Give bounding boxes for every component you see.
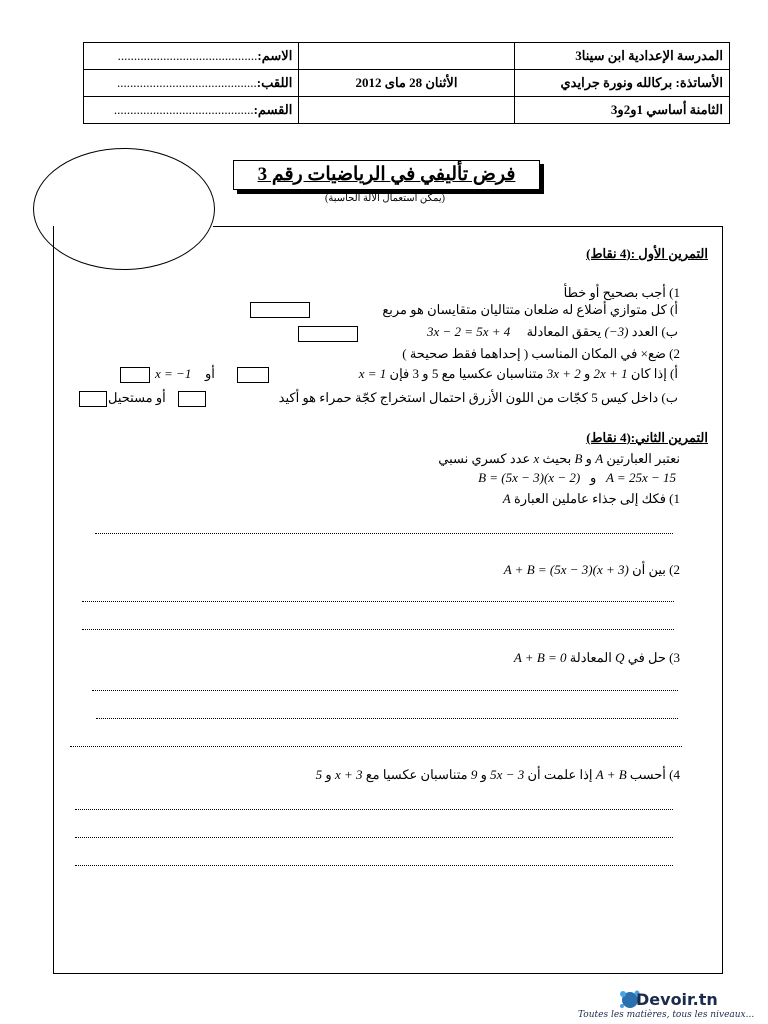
- q2a-expr2: 3x + 2: [546, 366, 581, 381]
- exam-subtitle: (يمكن استعمال الآلة الحاسبة): [325, 193, 445, 204]
- q1-A: A: [502, 491, 511, 506]
- answer-line[interactable]: [75, 865, 673, 866]
- q2a-option1: x = 1: [358, 366, 387, 381]
- q4-five: 5: [315, 767, 323, 782]
- empty-cell-2: [299, 97, 514, 124]
- frame-left: [53, 226, 54, 974]
- q4-text: 4) أحسب: [629, 767, 680, 782]
- q2-equation: A + B = (5x − 3)(x + 3): [503, 562, 629, 577]
- ex2-q1: [503, 491, 680, 507]
- devoir-logo: [578, 988, 758, 1022]
- answer-line[interactable]: [95, 533, 673, 534]
- answer-line[interactable]: [82, 629, 674, 630]
- q1b-number: (−3): [604, 324, 629, 339]
- ex2-heading: التمرين الثاني:(4 نقاط): [586, 430, 708, 445]
- surname-label: اللقب:: [256, 75, 293, 90]
- q4-AB: A + B: [595, 767, 627, 782]
- school-cell: المدرسة الإعدادية ابن سينا3: [514, 43, 729, 70]
- answer-line[interactable]: [82, 601, 674, 602]
- section-cell: [84, 97, 299, 124]
- q3-equation: A + B = 0: [513, 650, 567, 665]
- answer-box-q2a-opt2[interactable]: [120, 367, 150, 383]
- intro-text: نعتبر العبارتين: [606, 451, 680, 466]
- frame-right: [722, 226, 723, 974]
- q2b-or: أو مستحيل: [108, 390, 166, 405]
- intro-and: و: [585, 451, 592, 466]
- ex1-q2: 2) ضع× في المكان المناسب ( إحداهما فقط صحيحة ): [402, 346, 680, 361]
- ex1-heading: التمرين الأول :(4 نقاط): [586, 246, 708, 261]
- section-dots: ...........................................: [113, 102, 254, 117]
- answer-box-q1b[interactable]: [298, 326, 358, 342]
- def-A: A = 25x − 15: [605, 470, 676, 485]
- answer-line[interactable]: [70, 746, 682, 747]
- q4-and1: و: [480, 767, 487, 782]
- answer-box-q2b-certain[interactable]: [178, 391, 206, 407]
- intro-B: B: [574, 451, 583, 466]
- ex1-q1a: أ) كل متوازي أضلاع له ضلعان متتاليان متقايسان هو مربع: [382, 302, 678, 317]
- answer-box-q2b-impossible[interactable]: [79, 391, 107, 407]
- ex2-q4: [316, 767, 680, 783]
- q4-expr1: 5x − 3: [490, 767, 525, 782]
- exam-title: فرض تأليفي في الرياضيات رقم 3: [233, 160, 540, 190]
- q2-text: 2) بين أن: [632, 562, 680, 577]
- header-table: [83, 42, 730, 124]
- q2a-option2-wrap: [155, 366, 191, 382]
- q4-text3: متناسبان عكسيا مع: [365, 767, 468, 782]
- def-and: و: [589, 470, 597, 485]
- surname-dots: ...........................................: [117, 75, 257, 90]
- q1-text: 1) فكك إلى جذاء عاملين العبارة: [513, 491, 680, 506]
- grade-ellipse: [33, 148, 215, 270]
- intro-A: A: [595, 451, 604, 466]
- logo-tagline: Toutes les matières, tous les niveaux...: [578, 1010, 755, 1020]
- intro-text2: بحيث: [542, 451, 572, 466]
- q2a-text2: متناسبان عكسيا مع 5 و 3 فإن: [389, 366, 544, 381]
- name-label: الاسم:: [257, 48, 293, 63]
- teachers-cell: الأساتذة: بركالله ونورة جرايدي: [514, 70, 729, 97]
- frame-top: [213, 226, 723, 227]
- q3-Q: Q: [615, 650, 625, 665]
- q2a-text: أ) إذا كان: [630, 366, 678, 381]
- q4-expr2: x + 3: [334, 767, 363, 782]
- name-dots: ...........................................: [117, 48, 258, 63]
- q2a-option2: x = −1: [155, 366, 192, 381]
- answer-line[interactable]: [75, 837, 673, 838]
- ex2-q3: [514, 650, 680, 666]
- answer-box-q1a[interactable]: [250, 302, 310, 318]
- q2a-or: أو: [205, 366, 215, 381]
- q2a-expr1: 2x + 1: [593, 366, 628, 381]
- ex1-q2a: [359, 366, 678, 382]
- ex1-q2b: ب) داخل كيس 5 كجّات من اللون الأزرق احتمال استخراج كجّة حمراء هو أكيد: [278, 390, 678, 405]
- level-cell: الثامنة أساسي 1و2و3: [514, 97, 729, 124]
- q4-text2: إذا علمت أن: [527, 767, 593, 782]
- q1b-text: ب) العدد: [631, 324, 678, 339]
- logo-name: Devoir.tn: [636, 990, 718, 1009]
- ex2-definitions: [478, 470, 676, 486]
- q4-nine: 9: [470, 767, 478, 782]
- frame-bottom: [53, 973, 723, 974]
- q2a-and: و: [584, 366, 591, 381]
- q3-text: 3) حل في: [627, 650, 680, 665]
- answer-line[interactable]: [92, 690, 678, 691]
- q1b-equation: 3x − 2 = 5x + 4: [426, 324, 511, 339]
- surname-cell: [84, 70, 299, 97]
- date-cell: الأثنان 28 ماى 2012: [299, 70, 514, 97]
- answer-line[interactable]: [96, 718, 678, 719]
- intro-x: x: [533, 451, 540, 466]
- answer-box-q2a-opt1[interactable]: [237, 367, 269, 383]
- def-B: B = (5x − 3)(x − 2): [478, 470, 581, 485]
- ex1-q1b: [427, 324, 678, 340]
- ex2-q2: [504, 562, 680, 578]
- intro-text3: عدد كسري نسبي: [438, 451, 531, 466]
- q1b-text2: يحقق المعادلة: [526, 324, 602, 339]
- q3-text2: المعادلة: [569, 650, 612, 665]
- section-label: القسم:: [253, 102, 293, 117]
- ex1-q1: 1) أجب بصحيح أو خطأ: [563, 285, 680, 300]
- ex2-intro: [438, 451, 680, 467]
- name-cell: [84, 43, 299, 70]
- q4-and2: و: [325, 767, 332, 782]
- empty-cell-1: [299, 43, 514, 70]
- answer-line[interactable]: [75, 809, 673, 810]
